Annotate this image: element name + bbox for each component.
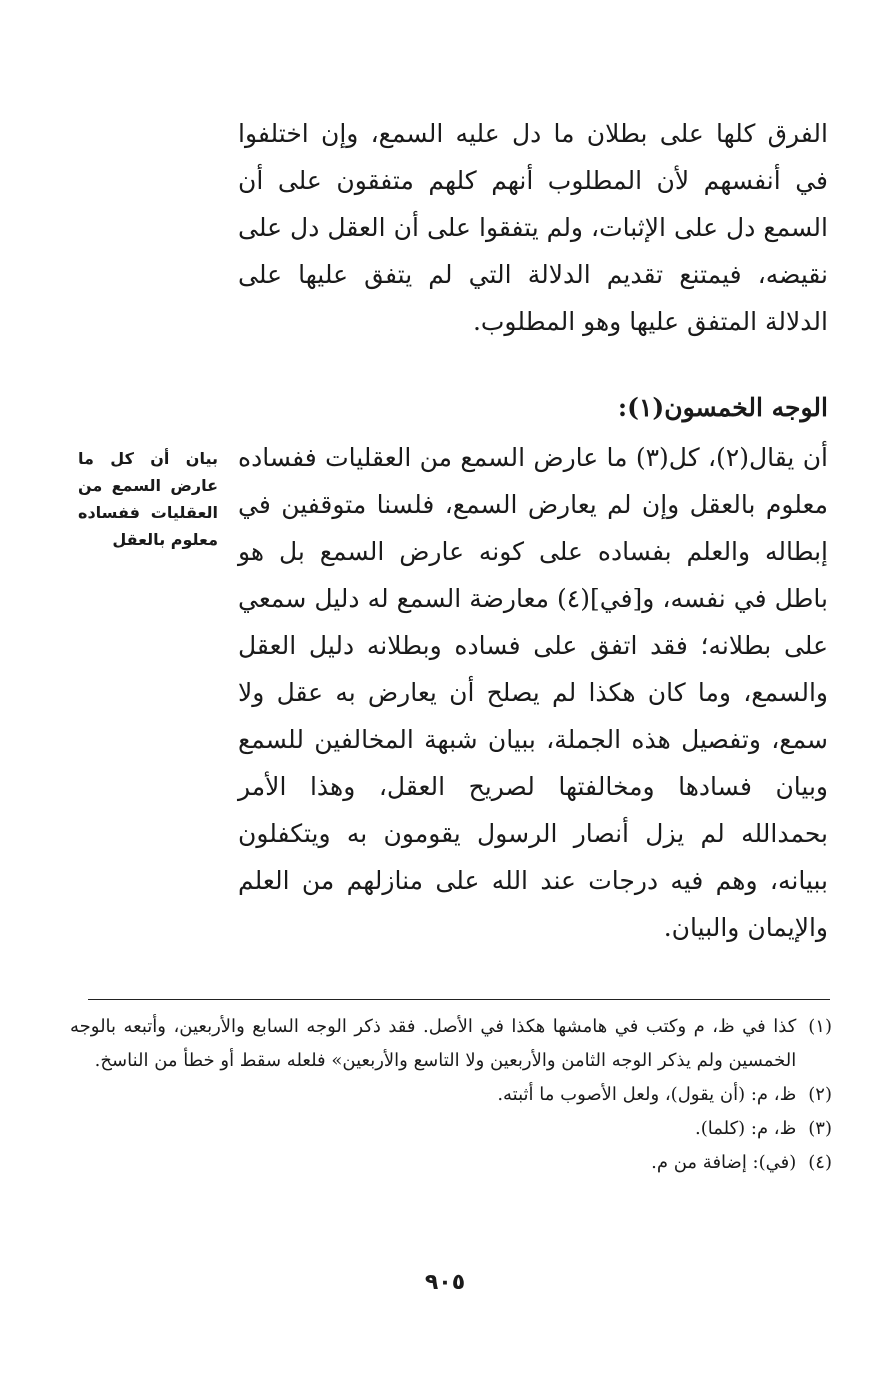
footnote-text: ظ، م: (كلما). [694,1118,797,1139]
paragraph-main: أن يقال(٢)، كل(٣) ما عارض السمع من العقليات ففساده معلوم بالعقل وإن لم يعارض السمع، فلسنا متوقفين في إبطاله والعلم بفساده على كونه عارض السمع بل هو باطل في نفسه، و[في](٤) معارضة السمع له دليل سمعي على بطلانه؛ فقد اتفق على فساده وبطلانه دليل العقل والسمع، وما كان هكذا لم يصلح أن يعارض به عقل ولا سمع، وتفصيل هذه الجملة، ببيان شبهة المخالفين للسمع وبيان فسادها ومخالفتها لصريح العقل، وهذا الأمر بحمدالله لم يزل أنصار الرسول يقومون به ويتكفلون ببيانه، وهم فيه درجات عند الله على منازلهم من العلم والإيمان والبيان. [238,443,829,942]
footnote-item [70,1010,832,1078]
footnote-number: (١) [808,1016,832,1037]
footnote-item [70,1112,832,1146]
footnote-item [70,1146,832,1180]
footnote-number: (٣) [808,1118,832,1139]
footnote-number: (٢) [808,1084,832,1105]
footnote-divider [88,999,830,1000]
footnote-text: ظ، م: (أن يقول)، ولعل الأصوب ما أثبته. [497,1084,797,1105]
footnote-number: (٤) [808,1152,832,1173]
page-number: ٩٠٥ [424,1270,466,1295]
footnote-text: (في): إضافة من م. [651,1152,797,1173]
section-heading: الوجه الخمسون(١): [617,393,828,422]
footnote-item [70,1078,832,1112]
margin-note: بيان أن كل ما عارض السمع من العقليات ففساده معلوم بالعقل [78,449,218,549]
paragraph-continued: الفرق كلها على بطلان ما دل عليه السمع، وإن اختلفوا في أنفسهم لأن المطلوب أنهم كلهم متفقون على أن السمع دل على الإثبات، ولم يتفقوا على أن العقل دل على نقيضه، فيمتنع تقديم الدلالة التي لم يتفق عليها على الدلالة المتفق عليها وهو المطلوب. [238,119,828,336]
footnotes-list [70,1010,832,1180]
footnote-text: كذا في ظ، م وكتب في هامشها هكذا في الأصل. فقد ذكر الوجه السابع والأربعين، وأتبعه بالوجه الخمسين ولم يذكر الوجه الثامن والأربعين ولا التاسع والأربعين» فلعله سقط أو خطأ من الناسخ. [70,1016,797,1071]
